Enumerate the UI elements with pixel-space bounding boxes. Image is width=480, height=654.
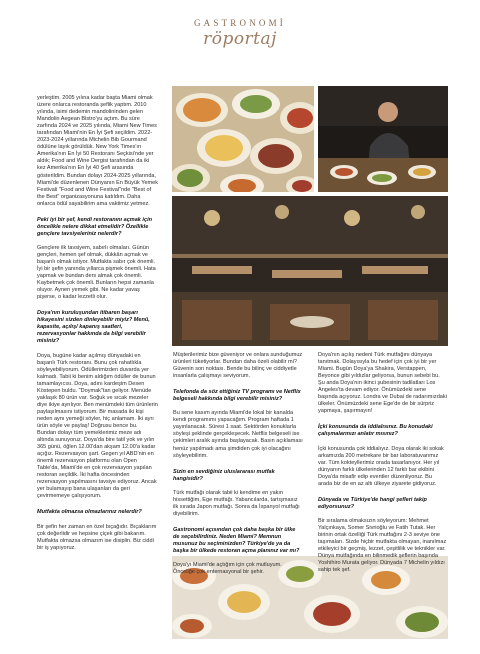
question: Peki iyi bir şef, kendi restoranını açmak için öncelikle nelere dikkat etmelidir? Özellikle gençlere tavsiyeleriniz nelerdir? <box>37 216 152 237</box>
page-header <box>0 18 480 49</box>
answer: Doya, bugüne kadar açılmış dünyadaki en başarılı Türk restoranı. Bunu çok rahatlıkla söyleyebiliyorum. Ödüllerimizden duvarda yer kalmadı. Tabii ki benim aldığım ödüller de bunun tamamlayıcısı. Doya, adını kardeşim Desen Köstepen buldu. "Doymak"tan geliyor. Menüde yaklaşık 80 ürün var. Soğuk ve sıcak mezeler diye ikiye ayrılıyor. Ben menümdeki tüm ürünlerin paylaşılmasını istiyorum. Bir masada iki kişi neden aynı yemeği söyler, hiç anlamam. İki ayrı ürün söyle ve paylaş! Doğrusu bence bu. Bundan dolayı tüm yemeklerimiz meze adı altında sunuyoruz. Doya'da bire tatil yok ve yılın 365 günü, öğlen 12.00'dan akşam 12.00'a kadar açığız. Rezervasyon şart. Gegen yıl ABD'nin en önemli rezervasyon platformu olan Open Table'da, Miami'de en çok rezervasyon yapılan restoran seçildik. İki hafta öncesinden rezervasyon yapılmasını tavsiye ediyoruz. Ancak yer bulamayıp bana ulaşanları da geri çevirmemeye çalışıyorum. <box>37 352 158 500</box>
chef-at-table-photo <box>318 86 448 192</box>
article-column-2 <box>173 352 303 585</box>
question: Telefonda da söz ettiğiniz TV programı ve Netflix belgeseli hakkında bilgi verebilir misiniz? <box>173 389 301 403</box>
answer: Bir sıralama olmaksızın söyleyorum: Mehmet Yalçınkaya, Somer Sivrioğlu ve Fatih Tutak. Her birinin ortak özelliği Türk mutfağını 2-3 seviye öne taşımaları. Sizde hiçbir mutfakta olmayan, inanılmaz etkileyici bir geçmiş, lezzet, çeşitlilik ve teknikler var. Dünya mutfağında en bilinmedik şeflerin başında Yoshihiro Murata geliyor. Dünyada 7 Michelin yıldızı sahip tek şef. <box>318 517 447 574</box>
answer: Bu sene kasım ayında Miami'de lokal bir kanalda kendi programımı yapacağım. Program haftada 1 yayınlanacak. Süresi 1 saat. Sektörden konuklarla söyleşi şeklinde gerçekleşecek. Netflix belgeseli ise çekimleri aralık ayında başlayacak. Basın açıklaması henüz yapılmadı ama şimdiden çok iyi olacağını söyleyebilirim. <box>173 410 303 459</box>
answer: Gençlere ilk tavsiyem, sabırlı olmaları. Günün gençleri, hemen şef olmak, dükkân açmak ve başarılı olmak istiyor. Mutfakta sabır çok önemli. İyi bir şefin yanında yıllarca pişmek önemli. Hata yapmak ve bundan ders almak çok önemli. Kaybetmek çok önemli. Bunların hepsi zamanla oluyor. Aynen yemek gibi. Ne kadar yavaş pişerse, o kadar lezzetli olur. <box>37 244 156 301</box>
article-column-1 <box>37 95 158 561</box>
subsection-label: röportaj <box>203 29 277 49</box>
answer: Bir şefin her zaman en özel bıçağıdır. Bıçaklarım çok değerlidir ve hepsine çiçek gibi bakarım. Mutfakta olmazsa olmazım ise disiplin. Biz ciddi bir iş yapıyoruz. <box>37 523 157 551</box>
question: Dünyada ve Türkiye'de hangi şefleri takip ediyorsunuz? <box>318 496 427 510</box>
question: Doya'nın kuruluşundan itibaren başarı hikayesini sizden dinleyebilir miyiz? Menü, kapasite, açılış/ kapanış saatleri, rezervasyonlar hakkında da bilgi verebilir misiniz? <box>37 310 150 345</box>
paragraph: yerleştim. 2005 yılına kadar başta Miami olmak üzere onlarca restoranda şeflik yaptım. 2010 yılında, isimi dedemin mandolininden gelen Mandolin Aegean Bistro'yu açtım. Bu süre zarfında 2024 ve 2025 yılında, Miami New Times tarafından Miami'nin En İyi Şefi seçildim. 2022-2023-2024 yıllarında Michelin Bib Gourmand ödülüne layık görüldük. New York Times'ın Amerika'nın En İyi 50 Restoranı Seçkisi'nde yer aldık; Food and Wine Dergisi tarafından da iki kez Amerika'nın En İyi 40 Şefi arasında gösterildim. Bundan dolayı 2024-2025 yıllarında, Miami'de düzenlenen Dünyanın En Büyük Yemek Festivali "Food and Wine Festival"nde "Best of the Best" organizasyonuna katıldım. Daha onlarca ödül sayabilirim ama vaktimiz yetmez. <box>37 95 159 207</box>
question: Gastronomi açısından çok daha başka bir ülke de seçebilirdiniz. Neden Miami? Memnun musunuz bu seçiminizden? Türkiye'de ya da başka bir ülkede restoran açma planınız var mı? <box>173 526 300 555</box>
question: Sizin en sevdiğiniz uluslararası mutfak hangisidir? <box>173 468 275 482</box>
question: İçki konusunda da iddialısınız. Bu konudaki çalışmalarınızı anlatır mısınız? <box>318 424 433 438</box>
food-spread-photo <box>172 86 314 192</box>
answer: İçki konusunda çok iddialıyız. Doya olarak iki sokak arkamızda 200 metrekare bir bar laboratuvarımız var. Tüm kokteyllerimiz orada tasarlanıyor. Her yıl dünyanın farklı ülkelerinden 12 farklı bar ekibini Doya'da misafir edip eventler düzenliyoruz. Bu arada biz de en az altı ülkeye ziyarete gidiyoruz. <box>318 445 444 487</box>
answer: Doya'yı Miami'de açtığım için çok mutluyum. Önceliğe çok enternasyonal bir şehir. <box>173 562 282 576</box>
answer: Türk mutfağı olarak tabii ki kendime en yakın hissettiğim, Ege mutfağı. Yabancılarda, tartışmasız ilk sırada Japon mutfağı. Sonra da İspanyol mutfağı diyebilirim. <box>173 489 300 517</box>
article-column-3 <box>318 352 447 583</box>
question: Mutfakta olmazsa olmazlarınız nelerdir? <box>37 509 142 516</box>
paragraph: Doya'nın açılış nedeni Türk mutfağını dünyaya tanıtmak. Dolayısıyla bu hedef için çok iyi bir yer Miami. Bugün Doya'ya Shakira, Verstappen, Beyonce gibi yıldızlar geliyorsa, bunun sebebi bu. Şu anda Doya'nın ikinci şubesinin tadilatları Los Angeles'ta devam ediyor. Önümüzdeki sene başında açıyoruz. Londra ve Dubai de radarımızdaki ülkeler. Önümüzdeki sene Ege'de de bir sürpriz yapmaya, şaşırmayın! <box>318 352 447 415</box>
paragraph: Müşterilerimiz bize güveniyor ve onlara sunduğumuz ürünleri tüketiyorlar. Bundan daha özeli olabilir mi? Güvenin son noktası. Bende bu bilinç ve ciddiyetle insanlarla çalışmayı seviyorum. <box>173 352 303 380</box>
restaurant-interior-photo <box>172 196 448 346</box>
section-label: GASTRONOMİ <box>193 18 286 28</box>
